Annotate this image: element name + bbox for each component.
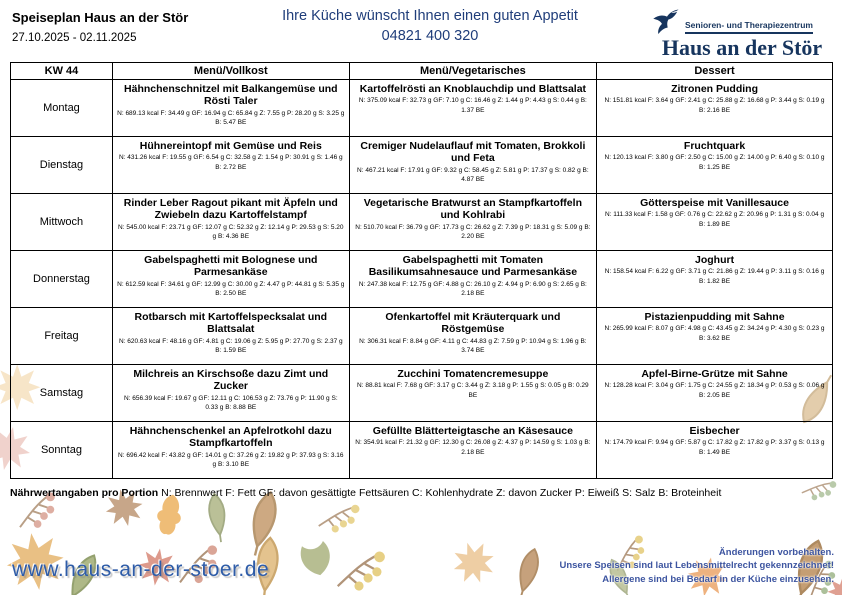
meal-cell-vegetarisch <box>349 194 596 251</box>
table-row-freitag <box>11 308 833 365</box>
nutrition-legend-text: N: Brennwert F: Fett GF: davon gesättigte Fettsäuren C: Kohlenhydrate Z: davon Zucker P: Eiweiß S: Salz B: Broteinheit <box>161 487 722 499</box>
meal-title: Fruchtquark <box>683 140 746 152</box>
day-label: Montag <box>11 80 113 137</box>
meal-title: Gabelspaghetti mit Bolognese und Parmesankäse <box>144 254 318 279</box>
table-row-montag <box>11 80 833 137</box>
meal-nutrition: N: 620.63 kcal F: 48.16 g GF: 4.81 g C: 19.06 g Z: 5.95 g P: 27.70 g S: 2.37 g B: 1.59 BE <box>118 337 343 355</box>
notice-line-3: Allergene sind bei Bedarf in der Küche einzusehen. <box>602 573 834 585</box>
meal-title: Gefüllte Blätterteigtasche an Käsesauce <box>372 425 573 437</box>
meal-title: Apfel-Birne-Grütze mit Sahne <box>641 368 788 380</box>
meal-nutrition: N: 545.00 kcal F: 23.71 g GF: 12.07 g C: 52.32 g Z: 12.14 g P: 29.53 g S: 5.20 g B: 4.36 BE <box>118 223 344 241</box>
meal-title: Cremiger Nudelauflauf mit Tomaten, Brokkoli und Feta <box>360 140 586 165</box>
meal-cell-vollkost <box>112 194 349 251</box>
meal-cell-dessert <box>597 137 833 194</box>
nutrition-legend-label: Nährwertangaben pro Portion <box>10 487 159 499</box>
kitchen-greeting: Ihre Küche wünscht Ihnen einen guten Appetit <box>282 8 578 24</box>
meal-nutrition: N: 354.91 kcal F: 21.32 g GF: 12.30 g C: 26.08 g Z: 4.37 g P: 14.59 g S: 1.03 g B: 2.18 BE <box>355 439 591 456</box>
meal-nutrition: N: 247.38 kcal F: 12.75 g GF: 4.88 g C: 26.10 g Z: 4.94 g P: 6.90 g S: 2.65 g B: 2.18 BE <box>358 280 587 298</box>
phone-number: 04821 400 320 <box>381 28 479 44</box>
nutrition-legend <box>10 487 721 499</box>
page-title: Speiseplan Haus an der Stör <box>12 10 189 25</box>
header-left <box>12 10 188 44</box>
column-header-vegetarisch: Menü/Vegetarisches <box>349 63 596 80</box>
table-row-dienstag <box>11 137 833 194</box>
meal-nutrition: N: 689.13 kcal F: 34.49 g GF: 16.94 g C: 65.84 g Z: 7.55 g P: 28.20 g S: 3.25 g B: 5.47 BE <box>117 109 345 127</box>
meal-cell-vollkost <box>112 251 349 308</box>
meal-nutrition: N: 306.31 kcal F: 8.84 g GF: 4.11 g C: 44.83 g Z: 7.59 g P: 10.94 g S: 1.96 g B: 3.74 BE <box>359 337 587 355</box>
column-header-vollkost: Menü/Vollkost <box>112 63 349 80</box>
swallow-bird-icon <box>652 8 682 34</box>
notice-line-1: Änderungen vorbehalten. <box>718 547 834 558</box>
day-label: Freitag <box>11 308 113 365</box>
meal-cell-vollkost <box>112 80 349 137</box>
meal-cell-vollkost <box>112 422 349 479</box>
meal-nutrition: N: 265.99 kcal F: 8.07 g GF: 4.98 g C: 43.45 g Z: 34.24 g P: 4.30 g S: 0.23 g B: 3.62 BE <box>604 325 825 342</box>
meal-title: Götterspeise mit Vanillesauce <box>640 197 789 209</box>
meal-nutrition: N: 696.42 kcal F: 43.82 g GF: 14.01 g C: 37.26 g Z: 19.82 g P: 37.93 g S: 3.16 g B: 3.10 BE <box>118 451 344 469</box>
meal-title: Kartoffelrösti an Knoblauchdip und Blattsalat <box>359 83 587 95</box>
meal-nutrition: N: 612.59 kcal F: 34.61 g GF: 12.99 g C: 30.00 g Z: 4.47 g P: 44.81 g S: 5.35 g B: 2.50 BE <box>117 280 345 298</box>
column-header-week: KW 44 <box>11 63 113 80</box>
header-center <box>230 8 630 44</box>
meal-cell-dessert <box>597 365 833 422</box>
day-label: Dienstag <box>11 137 113 194</box>
meal-cell-dessert <box>597 422 833 479</box>
meal-title: Vegetarische Bratwurst an Stampfkartoffeln und Kohlrabi <box>363 197 582 222</box>
meal-cell-vegetarisch <box>349 422 596 479</box>
meal-cell-dessert <box>597 308 833 365</box>
meal-title: Hühnereintopf mit Gemüse und Reis <box>139 140 322 152</box>
meal-title: Zitronen Pudding <box>671 83 758 95</box>
meal-nutrition: N: 375.09 kcal F: 32.73 g GF: 7.10 g C: 16.46 g Z: 1.44 g P: 4.43 g S: 0.44 g B: 1.37 BE <box>358 97 587 114</box>
meal-cell-dessert <box>597 251 833 308</box>
notice-line-2: Unsere Speisen sind laut Lebensmittelrecht gekennzeichnet! <box>559 560 834 572</box>
meal-title: Joghurt <box>695 254 735 266</box>
meal-cell-vegetarisch <box>349 308 596 365</box>
table-row-samstag <box>11 365 833 422</box>
logo-name: Haus an der Stör <box>661 35 823 60</box>
meal-nutrition: N: 158.54 kcal F: 6.22 g GF: 3.71 g C: 21.86 g Z: 19.44 g P: 3.11 g S: 0.16 g B: 1.82 BE <box>604 268 825 285</box>
logo-tagline: Senioren- und Therapiezentrum <box>685 20 813 34</box>
meal-title: Milchreis an Kirschsoße dazu Zimt und Zucker <box>133 368 329 393</box>
meal-nutrition: N: 88.81 kcal F: 7.68 g GF: 3.17 g C: 3.44 g Z: 3.18 g P: 1.55 g S: 0.05 g B: 0.29 BE <box>357 382 589 399</box>
meal-cell-vegetarisch <box>349 251 596 308</box>
day-label: Donnerstag <box>11 251 113 308</box>
meal-cell-vollkost <box>112 137 349 194</box>
meal-nutrition: N: 656.39 kcal F: 19.67 g GF: 12.11 g C: 106.53 g Z: 73.76 g P: 11.90 g S: 0.33 g B: 8.88 BE <box>123 394 338 412</box>
day-label: Samstag <box>11 365 113 422</box>
meal-nutrition: N: 128.28 kcal F: 3.04 g GF: 1.75 g C: 24.55 g Z: 18.34 g P: 0.53 g S: 0.06 g B: 2.05 BE <box>604 382 825 399</box>
meal-title: Pistazienpudding mit Sahne <box>644 311 785 323</box>
meal-cell-vollkost <box>112 308 349 365</box>
table-row-donnerstag <box>11 251 833 308</box>
meal-cell-dessert <box>597 80 833 137</box>
meal-nutrition: N: 467.21 kcal F: 17.91 g GF: 9.32 g C: 58.45 g Z: 5.81 g P: 17.37 g S: 0.82 g B: 4.87 BE <box>357 166 589 184</box>
meal-cell-vegetarisch <box>349 80 596 137</box>
meal-nutrition: N: 174.79 kcal F: 9.94 g GF: 5.87 g C: 17.82 g Z: 17.82 g P: 3.37 g S: 0.13 g B: 1.49 BE <box>604 439 825 456</box>
meal-title: Hähnchenschnitzel mit Balkangemüse und Rösti Taler <box>124 83 338 108</box>
meal-nutrition: N: 510.70 kcal F: 36.79 g GF: 17.73 g C: 26.62 g Z: 7.39 g P: 18.31 g S: 5.09 g B: 2.20 BE <box>355 223 591 241</box>
meal-title: Hähnchenschenkel an Apfelrotkohl dazu Stampfkartoffeln <box>129 425 332 450</box>
meal-title: Ofenkartoffel mit Kräuterquark und Röstgemüse <box>385 311 561 336</box>
column-header-dessert: Dessert <box>597 63 833 80</box>
meal-title: Eisbecher <box>689 425 740 437</box>
meal-title: Zucchini Tomatencremesuppe <box>397 368 549 380</box>
meal-title: Gabelspaghetti mit Tomaten Basilikumsahnesauce und Parmesankäse <box>368 254 578 279</box>
footer-notice <box>559 546 834 586</box>
meal-title: Rotbarsch mit Kartoffelspecksalat und Blattsalat <box>134 311 328 336</box>
website-link[interactable]: www.haus-an-der-stoer.de <box>12 558 270 581</box>
facility-logo <box>652 8 832 61</box>
meal-cell-vegetarisch <box>349 365 596 422</box>
table-header-row <box>11 63 833 80</box>
day-label: Mittwoch <box>11 194 113 251</box>
day-label: Sonntag <box>11 422 113 479</box>
meal-cell-vollkost <box>112 365 349 422</box>
meal-nutrition: N: 431.26 kcal F: 19.55 g GF: 6.54 g C: 32.58 g Z: 1.54 g P: 30.91 g S: 1.46 g B: 2.72 BE <box>118 154 343 171</box>
meal-cell-vegetarisch <box>349 137 596 194</box>
meal-nutrition: N: 120.13 kcal F: 3.80 g GF: 2.50 g C: 15.00 g Z: 14.00 g P: 6.40 g S: 0.10 g B: 1.25 BE <box>604 154 825 171</box>
table-row-mittwoch <box>11 194 833 251</box>
table-row-sonntag <box>11 422 833 479</box>
date-range: 27.10.2025 - 02.11.2025 <box>12 32 137 44</box>
meal-cell-dessert <box>597 194 833 251</box>
meal-nutrition: N: 151.81 kcal F: 3.64 g GF: 2.41 g C: 25.88 g Z: 16.68 g P: 3.44 g S: 0.19 g B: 2.16 BE <box>604 97 825 114</box>
meal-title: Rinder Leber Ragout pikant mit Äpfeln und Zwiebeln dazu Kartoffelstampf <box>123 197 338 222</box>
meal-nutrition: N: 111.33 kcal F: 1.58 g GF: 0.76 g C: 22.62 g Z: 20.96 g P: 1.31 g S: 0.04 g B: 1.89 BE <box>604 211 825 228</box>
menu-table <box>10 62 833 479</box>
